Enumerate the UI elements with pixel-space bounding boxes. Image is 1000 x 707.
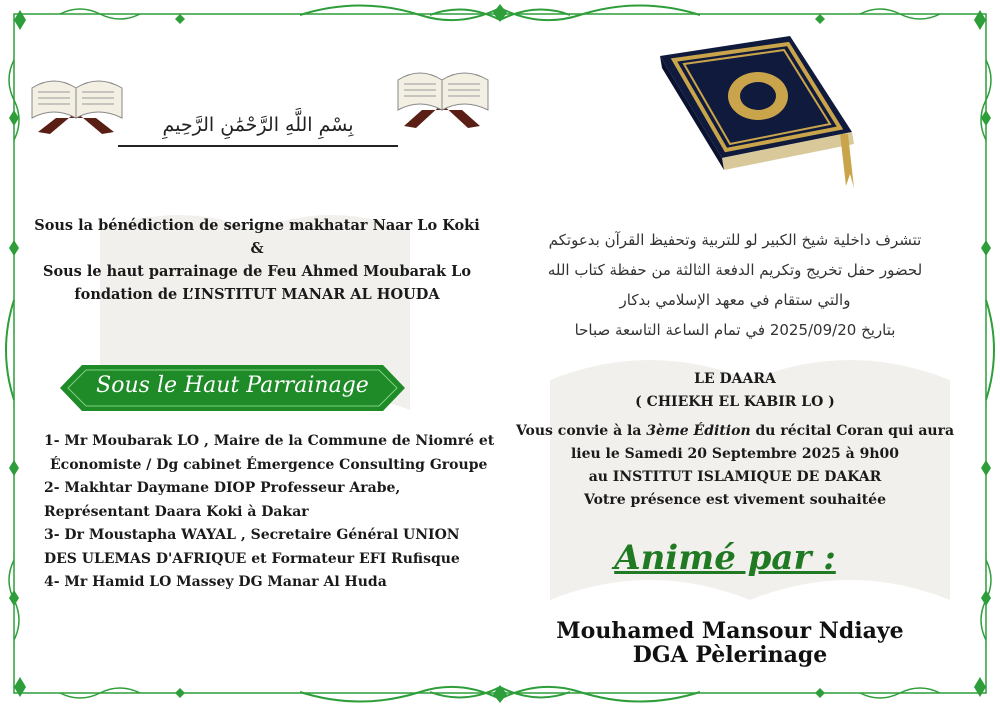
banner-title: Sous le Haut Parrainage <box>96 373 369 398</box>
list-item: Économiste / Dg cabinet Émergence Consulting Groupe <box>50 456 488 473</box>
institut-line: au INSTITUT ISLAMIQUE DE DAKAR <box>588 469 882 485</box>
arabic-line-3: والتي ستقام في معهد الإسلامي بدكار <box>619 291 851 309</box>
host-title: DGA Pèlerinage <box>632 642 828 668</box>
fondation-line: fondation de L’INSTITUT MANAR AL HOUDA <box>74 286 440 303</box>
arabic-line-4: بتاريخ 2025/09/20 في تمام الساعة التاسعة صباحا <box>574 321 896 339</box>
list-item: DES ULEMAS D'AFRIQUE et Formateur EFI Rufisque <box>44 550 460 567</box>
bismillah-text: بِسْمِ اللَّهِ الرَّحْمَٰنِ الرَّحِيمِ <box>162 114 354 136</box>
convie-line <box>505 420 965 443</box>
bismillah-calligraphy <box>118 112 398 158</box>
ampersand: & <box>250 240 264 257</box>
list-item: 3- Dr Moustapha WAYAL , Secretaire Général UNION <box>44 527 460 543</box>
closed-quran-book-icon <box>640 36 862 206</box>
arabic-line-1: تتشرف داخلية شيخ الكبير لو للتربية وتحفيظ القرآن بدعوتكم <box>548 231 922 249</box>
event-time: à 9h00 <box>840 446 900 462</box>
host-name: Mouhamed Mansour Ndiaye <box>556 618 904 644</box>
chiekh-heading: ( CHIEKH EL KABIR LO ) <box>635 394 835 410</box>
event-date: Samedi 20 Septembre 2025 <box>624 446 841 462</box>
list-item: 4- Mr Hamid LO Massey DG Manar Al Huda <box>44 574 387 590</box>
calligraphy-stroke <box>118 145 398 147</box>
convie-text-end: du récital Coran qui aura <box>750 423 955 439</box>
list-item: Représentant Daara Koki à Dakar <box>44 503 309 520</box>
list-item: 1- Mr Moubarak LO , Maire de la Commune de Niomré et <box>44 433 495 449</box>
convie-text: Vous convie à la <box>515 423 647 439</box>
presence-line: Votre présence est vivement souhaitée <box>584 492 886 508</box>
daara-heading: LE DAARA <box>694 371 776 387</box>
benediction-line: Sous la bénédiction de serigne makhatar Naar Lo Koki <box>34 217 480 234</box>
lieu-text: lieu le <box>570 446 625 462</box>
parrainage-line: Sous le haut parrainage de Feu Ahmed Moubarak Lo <box>42 263 472 280</box>
list-item: 2- Makhtar Daymane DIOP Professeur Arabe, <box>44 480 401 496</box>
lieu-line <box>505 443 965 466</box>
edition-text: 3ème Édition <box>646 423 751 439</box>
anime-par-title: Animé par : <box>614 538 836 578</box>
patron-list <box>44 430 504 595</box>
arabic-line-2: لحضور حفل تخريج وتكريم الدفعة الثالثة من حفظة كتاب الله <box>547 261 923 279</box>
haut-parrainage-banner <box>60 365 405 411</box>
open-quran-on-stand-icon <box>28 66 128 138</box>
open-quran-on-stand-icon <box>394 56 494 132</box>
